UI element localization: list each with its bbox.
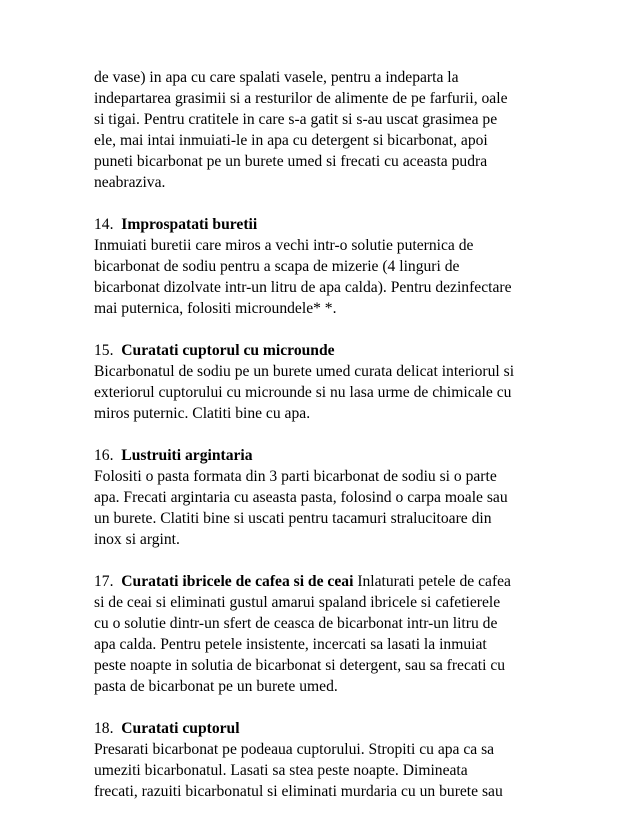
section-heading — [94, 571, 568, 592]
section-15 — [94, 340, 568, 424]
body-line: apa. Frecati argintaria cu aseasta pasta, folosind o carpa moale sau — [94, 489, 508, 506]
body-line: peste noapte in solutia de bicarbonat si detergent, sau sa frecati cu — [94, 657, 506, 674]
intro-line: ele, mai intai inmuiati-le in apa cu detergent si bicarbonat, apoi — [94, 132, 488, 149]
body-line: bicarbonat dizolvate intr-un litru de apa calda). Pentru dezinfectare — [94, 279, 512, 296]
section-body — [94, 466, 568, 550]
body-line: bicarbonat de sodiu pentru a scapa de mizerie (4 linguri de — [94, 258, 460, 275]
section-title: Curatati cuptorul — [121, 720, 240, 737]
intro-line: puneti bicarbonat pe un burete umed si frecati cu aceasta pudra — [94, 153, 488, 170]
body-line: cu o solutie dintr-un sfert de ceasca de bicarbonat intr-un litru de — [94, 615, 498, 632]
section-body — [94, 361, 568, 424]
section-body — [94, 235, 568, 319]
intro-paragraph — [94, 67, 568, 193]
section-14 — [94, 214, 568, 319]
section-title: Curatati ibricele de cafea si de ceai — [121, 573, 354, 590]
section-number: 17. — [94, 573, 114, 590]
intro-line: neabraziva. — [94, 174, 166, 191]
section-heading — [94, 718, 568, 739]
section-number: 16. — [94, 447, 114, 464]
section-16 — [94, 445, 568, 550]
body-line: exteriorul cuptorului cu microunde si nu lasa urme de chimicale cu — [94, 384, 512, 401]
body-line: umeziti bicarbonatul. Lasati sa stea peste noapte. Dimineata — [94, 762, 468, 779]
section-heading — [94, 214, 568, 235]
body-line: si de ceai si eliminati gustul amarui spaland ibricele si cafetierele — [94, 594, 501, 611]
body-line: Folositi o pasta formata din 3 parti bicarbonat de sodiu si o parte — [94, 468, 497, 485]
body-line: Bicarbonatul de sodiu pe un burete umed curata delicat interiorul si — [94, 363, 515, 380]
section-heading — [94, 340, 568, 361]
body-line: Inmuiati buretii care miros a vechi intr-o solutie puternica de — [94, 237, 474, 254]
body-line: mai puternica, folositi microundele* *. — [94, 300, 337, 317]
section-number: 14. — [94, 216, 114, 233]
section-18 — [94, 718, 568, 802]
section-number: 18. — [94, 720, 114, 737]
intro-line: de vase) in apa cu care spalati vasele, pentru a indeparta la — [94, 69, 459, 86]
section-title: Improspatati buretii — [121, 216, 258, 233]
body-line: Presarati bicarbonat pe podeaua cuptorului. Stropiti cu apa ca sa — [94, 741, 495, 758]
section-body — [94, 592, 568, 697]
section-body — [94, 739, 568, 802]
body-line: inox si argint. — [94, 531, 180, 548]
body-line: frecati, razuiti bicarbonatul si eliminati murdaria cu un burete sau — [94, 783, 503, 800]
body-line: un burete. Clatiti bine si uscati pentru tacamuri stralucitoare din — [94, 510, 492, 527]
section-title: Lustruiti argintaria — [121, 447, 253, 464]
section-inline-text: Inlaturati petele de cafea — [357, 573, 511, 590]
body-line: apa calda. Pentru petele insistente, incercati sa lasati la inmuiat — [94, 636, 487, 653]
intro-line: indepartarea grasimii si a resturilor de alimente de pe farfurii, oale — [94, 90, 508, 107]
section-17 — [94, 571, 568, 697]
section-title: Curatati cuptorul cu microunde — [121, 342, 335, 359]
body-line: pasta de bicarbonat pe un burete umed. — [94, 678, 338, 695]
intro-line: si tigai. Pentru cratitele in care s-a gatit si s-au uscat grasimea pe — [94, 111, 498, 128]
body-line: miros puternic. Clatiti bine cu apa. — [94, 405, 311, 422]
section-heading — [94, 445, 568, 466]
section-number: 15. — [94, 342, 114, 359]
